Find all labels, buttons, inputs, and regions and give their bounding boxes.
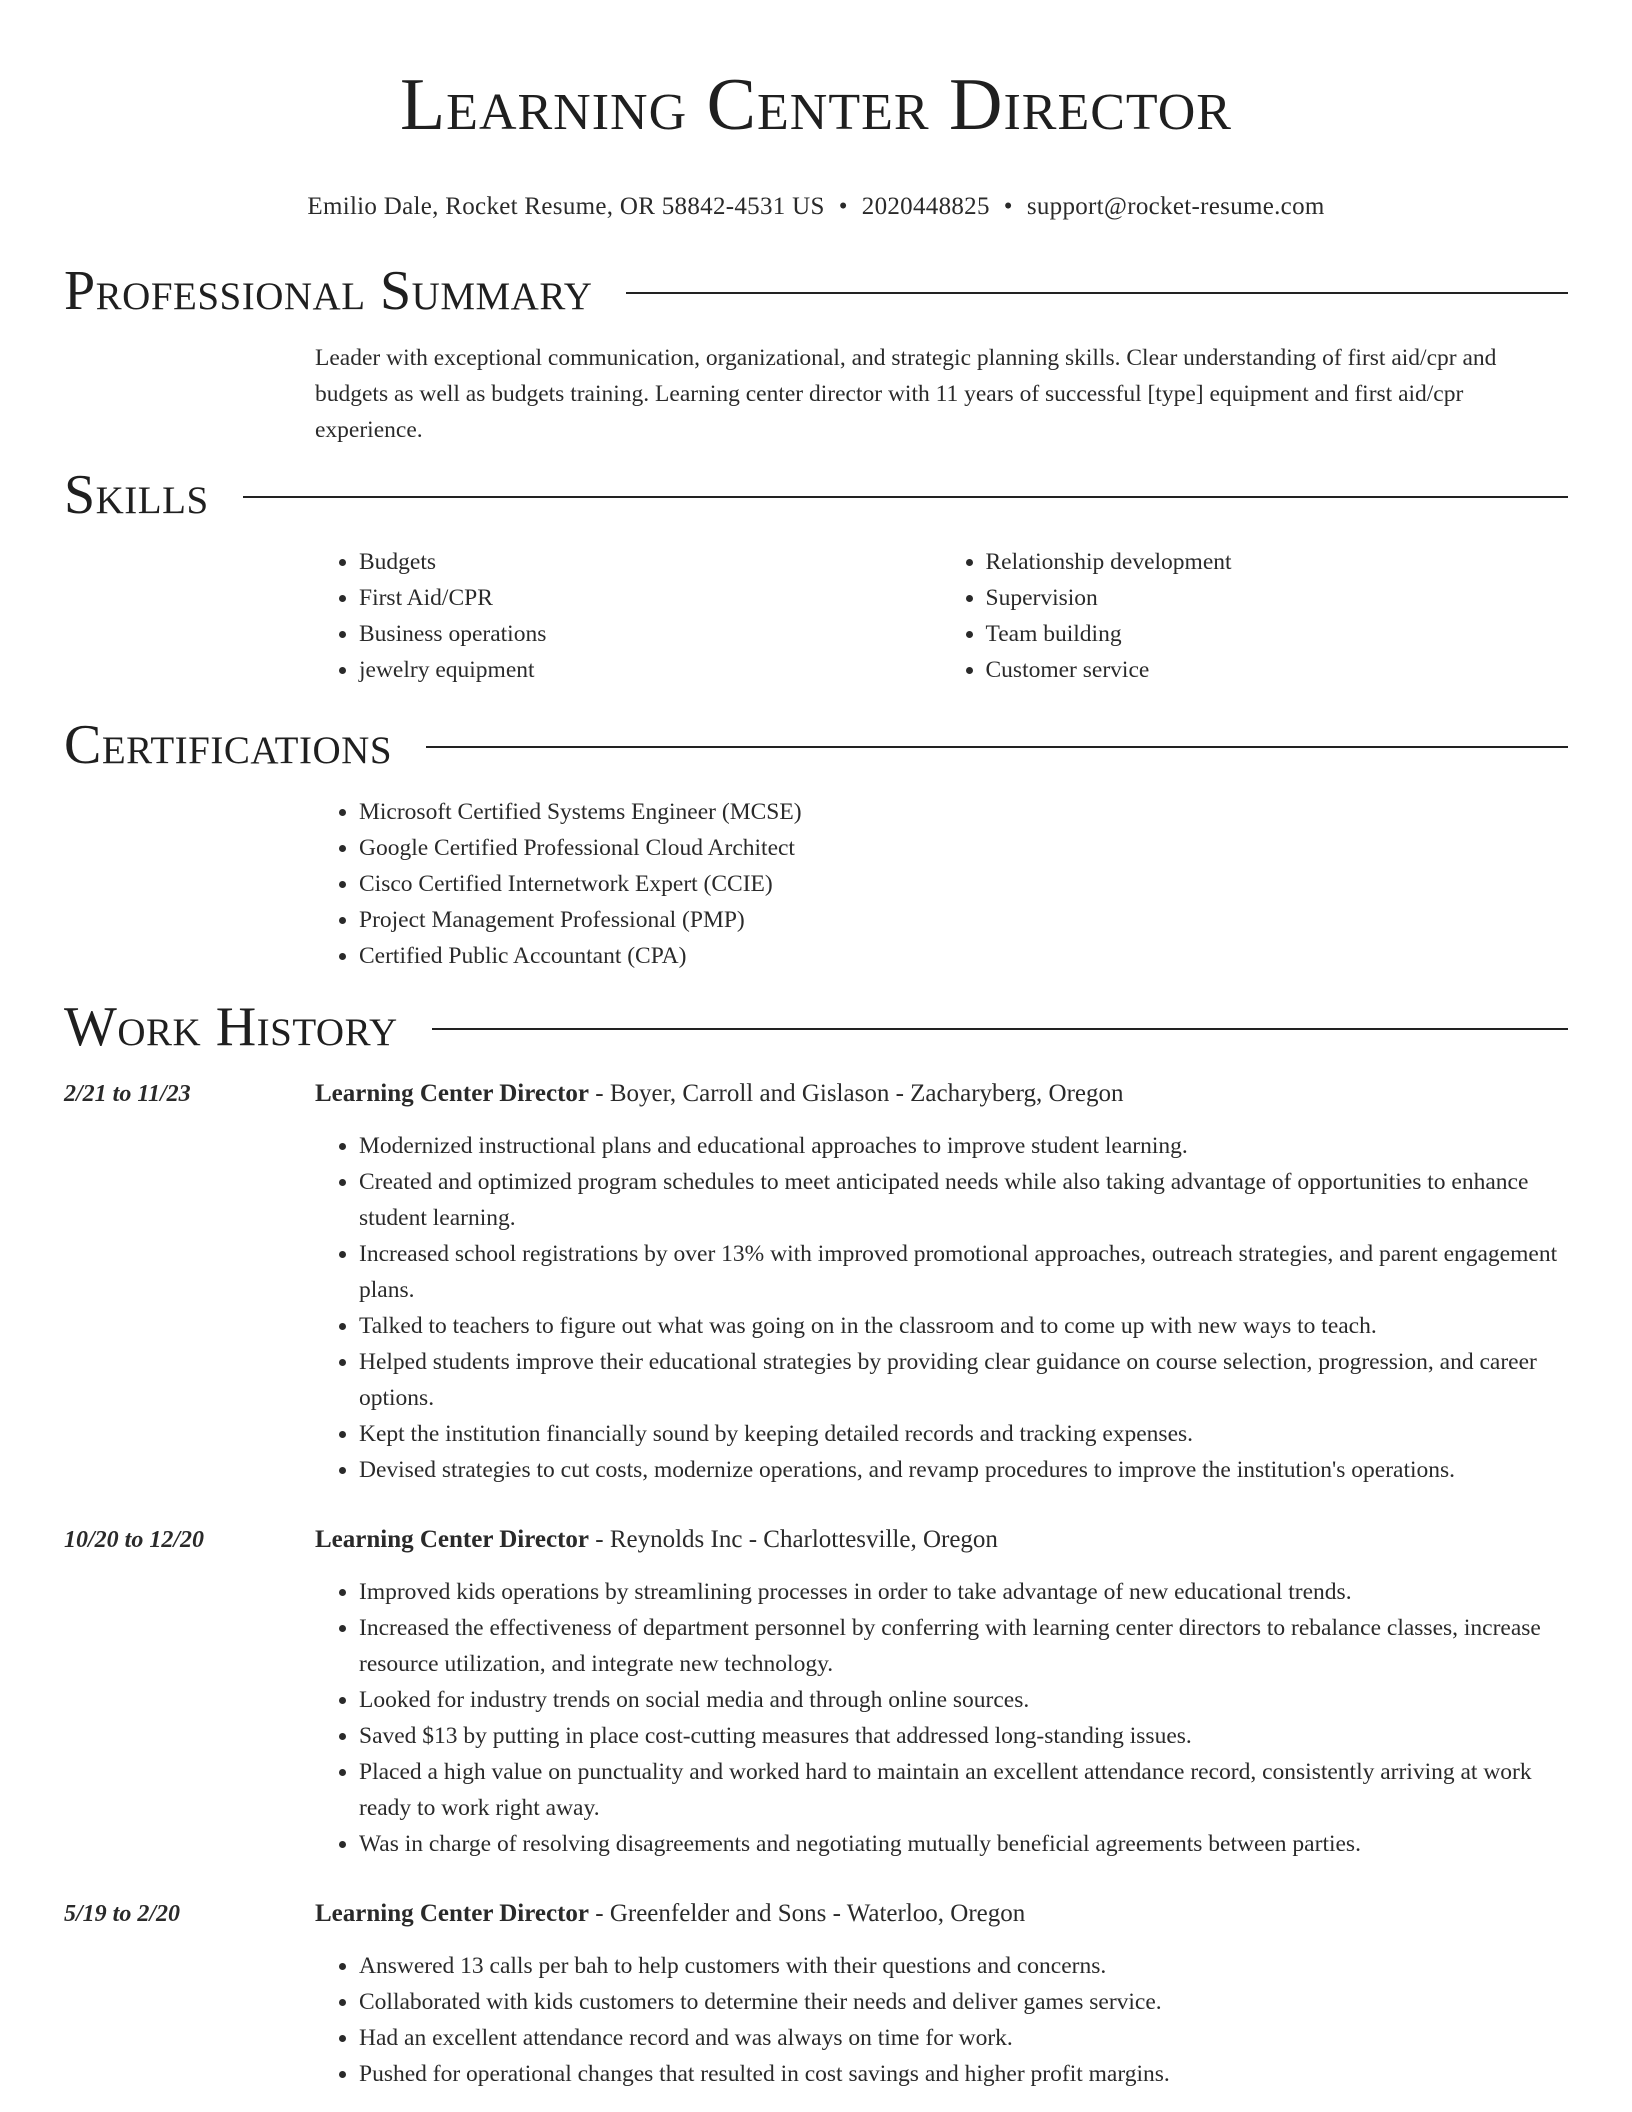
job-bullet: • Created and optimized program schedules to meet anticipated needs while also taking advantage of opportunities to enhance student learning.	[359, 1164, 1568, 1236]
job-bullet: • Helped students improve their educational strategies by providing clear guidance on course selection, progression, and career options.	[359, 1344, 1568, 1416]
skills-column-left	[315, 544, 942, 688]
job-bullet: • Modernized instructional plans and educational approaches to improve student learning.	[359, 1128, 1568, 1164]
contact-line	[64, 192, 1568, 222]
summary-heading-row	[64, 256, 1568, 326]
section-divider	[432, 1028, 1568, 1030]
section-divider	[426, 746, 1568, 748]
certification-item: • Certified Public Accountant (CPA)	[359, 938, 1568, 974]
job-bullets	[315, 1128, 1568, 1488]
job-dates: 5/19 to 2/20	[64, 1901, 181, 1927]
job-details	[315, 1076, 1568, 1488]
job-bullet: • Placed a high value on punctuality and worked hard to maintain an excellent attendance record, consistently arriving at work ready to work right away.	[359, 1754, 1568, 1826]
job-bullets	[315, 1948, 1568, 2092]
job-details	[315, 1896, 1568, 2092]
skill-item: • jewelry equipment	[359, 652, 942, 688]
skill-item: • Team building	[986, 616, 1569, 652]
job-title: Learning Center Director	[315, 1080, 589, 1107]
contact-separator: •	[1003, 193, 1013, 220]
job-title: Learning Center Director	[315, 1526, 589, 1553]
certifications-body	[315, 794, 1568, 974]
job-title-line	[315, 1896, 1568, 1932]
job-bullets	[315, 1574, 1568, 1862]
summary-section	[64, 256, 1568, 448]
skill-item: • Business operations	[359, 616, 942, 652]
resume-header	[64, 0, 1568, 222]
job-title-line	[315, 1522, 1568, 1558]
summary-body	[315, 340, 1568, 448]
job-bullet: • Collaborated with kids customers to determine their needs and deliver games service.	[359, 1984, 1568, 2020]
certification-item: • Cisco Certified Internetwork Expert (CCIE)	[359, 866, 1568, 902]
certification-item: • Microsoft Certified Systems Engineer (MCSE)	[359, 794, 1568, 830]
job-bullet: • Increased school registrations by over 13% with improved promotional approaches, outreach strategies, and parent engagement plans.	[359, 1236, 1568, 1308]
job-bullet: • Was in charge of resolving disagreements and negotiating mutually beneficial agreements between parties.	[359, 1826, 1568, 1862]
job-employer: - Greenfelder and Sons - Waterloo, Oregon	[589, 1900, 1026, 1927]
job-bullet: • Improved kids operations by streamlining processes in order to take advantage of new educational trends.	[359, 1574, 1568, 1610]
skills-section	[64, 460, 1568, 688]
summary-text: Leader with exceptional communication, organizational, and strategic planning skills. Clear understanding of first aid/cpr and budgets as well as budgets training. Learning center director with 11 years of successful [type] equipment and first aid/cpr experience.	[315, 345, 1497, 443]
job-entry	[64, 1076, 1568, 1488]
skills-column-right	[942, 544, 1569, 688]
contact-separator: •	[838, 193, 848, 220]
resume-title: Learning Center Director	[399, 64, 1232, 146]
certification-item: • Google Certified Professional Cloud Architect	[359, 830, 1568, 866]
job-bullet: • Devised strategies to cut costs, modernize operations, and revamp procedures to improve the institution's operations.	[359, 1452, 1568, 1488]
summary-heading: Professional Summary	[64, 260, 593, 322]
job-bullet: • Answered 13 calls per bah to help customers with their questions and concerns.	[359, 1948, 1568, 1984]
skill-item: • Supervision	[986, 580, 1569, 616]
job-bullet: • Pushed for operational changes that resulted in cost savings and higher profit margins.	[359, 2056, 1568, 2092]
skill-item: • Customer service	[986, 652, 1569, 688]
job-entry	[64, 1522, 1568, 1862]
certifications-section	[64, 710, 1568, 974]
contact-email: support@rocket-resume.com	[1026, 193, 1325, 220]
job-dates: 2/21 to 11/23	[64, 1081, 191, 1107]
skill-item: • Relationship development	[986, 544, 1569, 580]
job-bullet: • Talked to teachers to figure out what was going on in the classroom and to come up with new ways to teach.	[359, 1308, 1568, 1344]
section-divider	[243, 496, 1568, 498]
job-entry	[64, 1896, 1568, 2092]
job-dates: 10/20 to 12/20	[64, 1527, 205, 1553]
job-title: Learning Center Director	[315, 1900, 589, 1927]
work-history-section	[64, 992, 1568, 2092]
skills-heading: Skills	[64, 464, 209, 526]
section-divider	[626, 292, 1568, 294]
work-history-heading: Work History	[64, 996, 398, 1058]
job-bullet: • Looked for industry trends on social media and through online sources.	[359, 1682, 1568, 1718]
job-bullet: • Had an excellent attendance record and was always on time for work.	[359, 2020, 1568, 2056]
job-bullet: • Saved $13 by putting in place cost-cutting measures that addressed long-standing issues.	[359, 1718, 1568, 1754]
job-bullet: • Kept the institution financially sound by keeping detailed records and tracking expenses.	[359, 1416, 1568, 1452]
certification-item: • Project Management Professional (PMP)	[359, 902, 1568, 938]
work-history-heading-row	[64, 992, 1568, 1062]
job-title-line	[315, 1076, 1568, 1112]
certifications-heading: Certifications	[64, 714, 393, 776]
job-bullet: • Increased the effectiveness of department personnel by conferring with learning center directors to rebalance classes, increase resource utilization, and integrate new technology.	[359, 1610, 1568, 1682]
contact-phone: 2020448825	[861, 193, 990, 220]
skills-heading-row	[64, 460, 1568, 530]
job-employer: - Boyer, Carroll and Gislason - Zacharyberg, Oregon	[589, 1080, 1124, 1107]
skill-item: • First Aid/CPR	[359, 580, 942, 616]
certifications-list	[315, 794, 1568, 974]
skills-list	[315, 544, 1568, 688]
contact-address: Emilio Dale, Rocket Resume, OR 58842-4531 US	[307, 193, 825, 220]
job-employer: - Reynolds Inc - Charlottesville, Oregon	[589, 1526, 998, 1553]
skill-item: • Budgets	[359, 544, 942, 580]
job-details	[315, 1522, 1568, 1862]
certifications-heading-row	[64, 710, 1568, 780]
